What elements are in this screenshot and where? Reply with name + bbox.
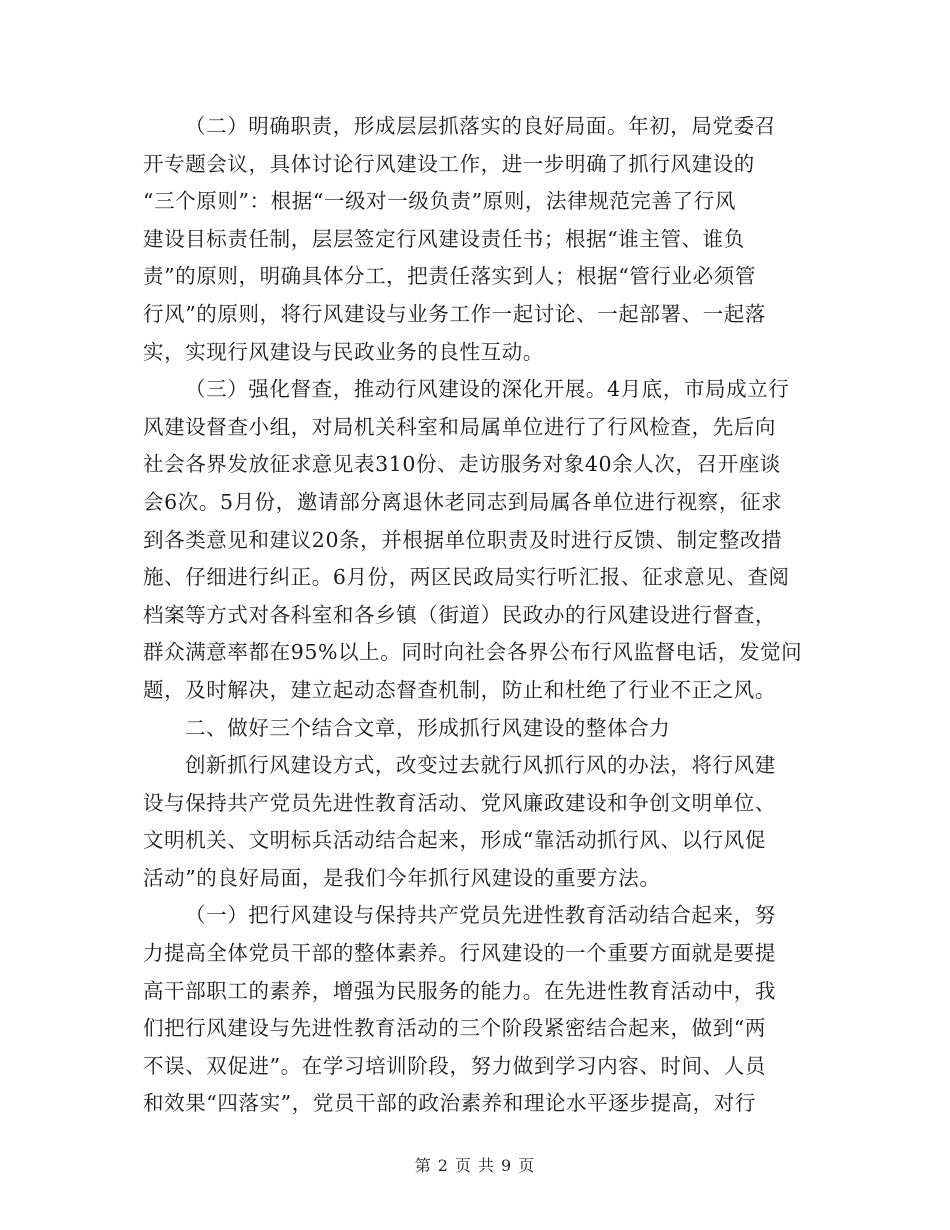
text-line: 风建设督查小组，对局机关科室和局属单位进行了行风检查，先后向 xyxy=(143,414,776,439)
footer-label-ye: 页 xyxy=(454,1156,472,1175)
text-line: 建设目标责任制，层层签定行风建设责任书；根据“谁主管、谁负 xyxy=(143,226,745,251)
text-line: 到各类意见和建议20条，并根据单位职责及时进行反馈、制定整改措 xyxy=(143,527,783,552)
text-line: 行风”的原则，将行风建设与业务工作一起讨论、一起部署、一起落 xyxy=(143,301,766,326)
text-line: （二）明确职责，形成层层抓落实的良好局面。年初，局党委召 xyxy=(185,114,776,138)
text-line: 文明机关、文明标兵活动结合起来，形成“靠活动抓行风、以行风促 xyxy=(143,828,766,853)
text-line: 施、仔细进行纠正。6月份，两区民政局实行听汇报、征求意见、查阅 xyxy=(143,565,790,590)
text-line: 开专题会议，具体讨论行风建设工作，进一步明确了抓行风建设的 xyxy=(143,151,755,176)
text-line: 和效果“四落实”，党员干部的政治素养和理论水平逐步提高，对行 xyxy=(143,1091,756,1116)
paragraph-innovation xyxy=(143,747,810,897)
text-line: “三个原则”：根据“一级对一级负责”原则，法律规范完善了行风 xyxy=(143,189,736,214)
text-line: 活动”的良好局面，是我们今年抓行风建设的重要方法。 xyxy=(143,865,661,890)
text-line: 会6次。5月份，邀请部分离退休老同志到局属各单位进行视察，征求 xyxy=(143,489,783,514)
text-line: 社会各界发放征求意见表310份、走访服务对象40余人次，召开座谈 xyxy=(143,452,781,477)
footer-label-di: 第 xyxy=(414,1156,432,1175)
text-line: 创新抓行风建设方式，改变过去就行风抓行风的办法，将行风建 xyxy=(185,753,776,778)
paragraph-supervision xyxy=(143,371,810,709)
footer-label-gong: 共 xyxy=(478,1156,496,1175)
section-heading-text: 二、做好三个结合文章，形成抓行风建设的整体合力 xyxy=(185,715,671,740)
text-line: 力提高全体党员干部的整体素养。行风建设的一个重要方面就是要提 xyxy=(143,941,776,966)
text-line: 档案等方式对各科室和各乡镇（街道）民政办的行风建设进行督查， xyxy=(143,602,776,627)
text-line: 不误、双促进”。在学习培训阶段，努力做到学习内容、时间、人员 xyxy=(143,1053,766,1078)
text-line: 题，及时解决，建立起动态督查机制，防止和杜绝了行业不正之风。 xyxy=(143,677,776,702)
paragraph-duties xyxy=(143,108,810,371)
text-line: 设与保持共产党员先进性教育活动、党风廉政建设和争创文明单位、 xyxy=(143,790,776,815)
total-page-count: 9 xyxy=(501,1156,513,1175)
paragraph-education xyxy=(143,897,810,1123)
text-line: （一）把行风建设与保持共产党员先进性教育活动结合起来，努 xyxy=(185,903,776,928)
section-heading xyxy=(143,710,810,748)
text-line: 实，实现行风建设与民政业务的良性互动。 xyxy=(143,339,544,364)
text-line: 责”的原则，明确具体分工，把责任落实到人；根据“管行业必须管 xyxy=(143,264,756,289)
text-line: 群众满意率都在95%以上。同时向社会各界公布行风监督电话，发觉问 xyxy=(143,640,803,665)
text-line: 高干部职工的素养，增强为民服务的能力。在先进性教育活动中，我 xyxy=(143,978,776,1003)
document-body xyxy=(143,108,810,1123)
footer-label-ye-2: 页 xyxy=(518,1156,536,1175)
page-number-footer xyxy=(0,1153,950,1176)
text-line: 们把行风建设与先进性教育活动的三个阶段紧密结合起来，做到“两 xyxy=(143,1016,766,1041)
text-line: （三）强化督查，推动行风建设的深化开展。4月底，市局成立行 xyxy=(185,377,790,402)
current-page-number: 2 xyxy=(437,1156,449,1175)
